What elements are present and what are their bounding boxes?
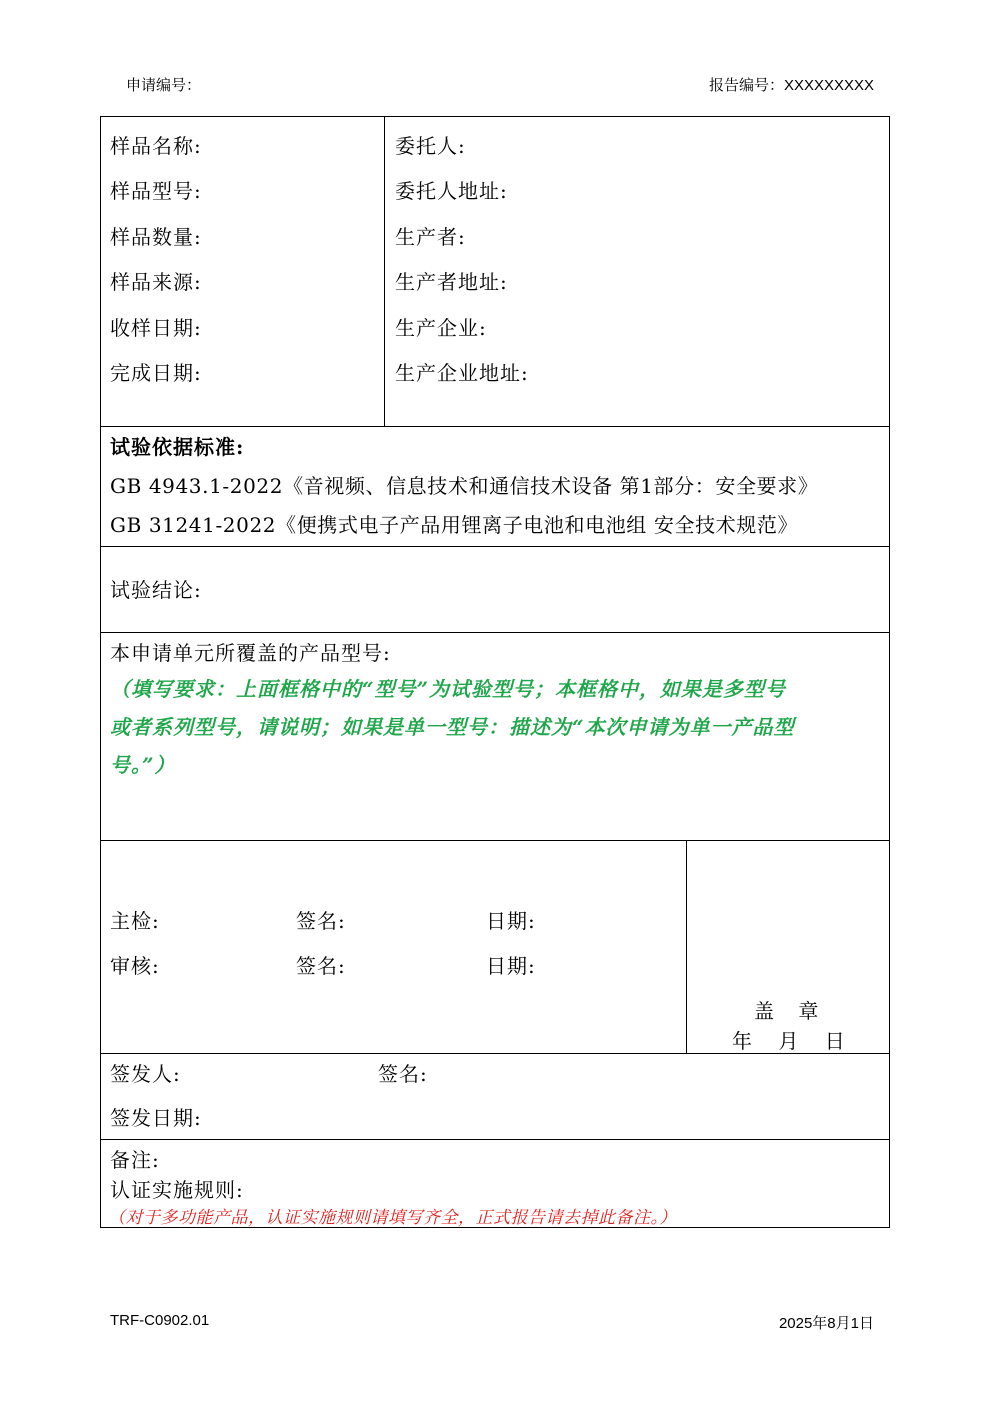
issue-date-label: 签发日期:	[110, 1106, 202, 1130]
reviewer-sign-label: 签名:	[296, 954, 346, 978]
standard-item: GB 4943.1-2022《音视频、信息技术和通信技术设备 第1部分：安全要求》	[110, 474, 819, 498]
completion-date-label: 完成日期:	[110, 361, 202, 385]
remarks-label: 备注:	[110, 1148, 160, 1172]
seal-date: 年 月 日	[732, 1029, 846, 1053]
receipt-date-label: 收样日期:	[110, 316, 202, 340]
sample-model-label: 样品型号:	[110, 179, 202, 203]
form-number: TRF-C0902.01	[110, 1312, 210, 1329]
certification-rules-label: 认证实施规则:	[110, 1178, 244, 1202]
instruction-line: 或者系列型号，请说明；如果是单一型号：描述为“本次申请为单一产品型	[110, 715, 795, 739]
reviewer-date-label: 日期:	[486, 954, 536, 978]
inspector-sign-label: 签名:	[296, 909, 346, 933]
client-address-label: 委托人地址:	[395, 179, 508, 203]
issuer-label: 签发人:	[110, 1062, 181, 1086]
standards-title: 试验依据标准:	[110, 435, 245, 459]
conclusion-label: 试验结论:	[110, 578, 202, 602]
inspector-date-label: 日期:	[486, 909, 536, 933]
instruction-line: 号。”）	[110, 753, 176, 777]
seal-label: 盖 章	[754, 999, 820, 1023]
remarks-note: （对于多功能产品，认证实施规则请填写齐全，正式报告请去掉此备注。）	[108, 1208, 677, 1228]
producer-label: 生产者:	[395, 225, 466, 249]
manufacturer-label: 生产企业:	[395, 316, 487, 340]
producer-address-label: 生产者地址:	[395, 270, 508, 294]
models-instruction	[110, 670, 885, 784]
standard-item: GB 31241-2022《便携式电子产品用锂离子电池和电池组 安全技术规范》	[110, 513, 799, 537]
sample-name-label: 样品名称:	[110, 134, 202, 158]
instruction-line: （填写要求：上面框格中的“型号”为试验型号；本框格中，如果是多型号	[110, 677, 787, 701]
sample-quantity-label: 样品数量:	[110, 225, 202, 249]
inspector-label: 主检:	[110, 909, 160, 933]
report-number: 报告编号：XXXXXXXXX	[708, 77, 874, 94]
reviewer-label: 审核:	[110, 954, 160, 978]
application-number-label: 申请编号：	[126, 77, 202, 94]
form-date: 2025年8月1日	[778, 1315, 874, 1332]
models-label: 本申请单元所覆盖的产品型号:	[110, 641, 391, 665]
manufacturer-address-label: 生产企业地址:	[395, 361, 529, 385]
sample-source-label: 样品来源:	[110, 270, 202, 294]
client-label: 委托人:	[395, 134, 466, 158]
issuer-sign-label: 签名:	[378, 1062, 428, 1086]
